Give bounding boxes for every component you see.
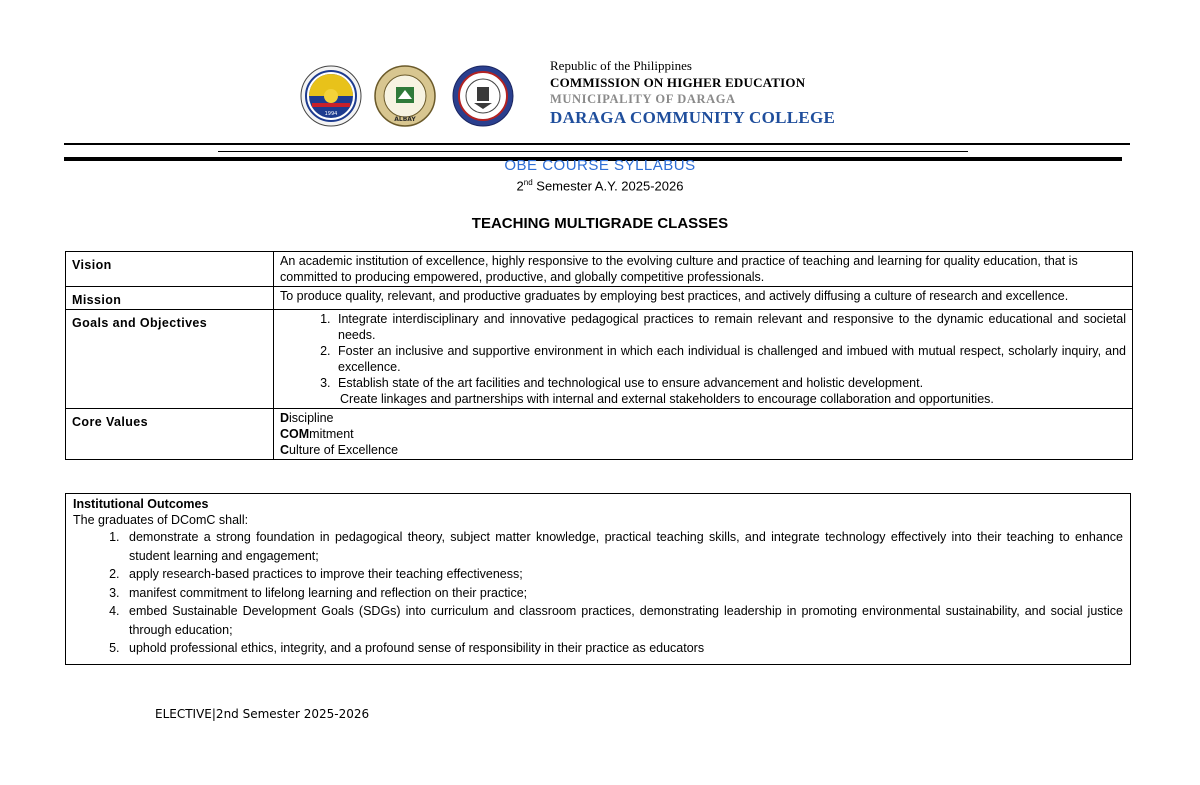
- municipality-daraga-seal-icon: [374, 65, 436, 127]
- core-values-row: [66, 409, 1133, 460]
- vision-label: Vision: [66, 252, 274, 287]
- core-value-initial: COM: [280, 427, 310, 441]
- mission-text: To produce quality, relevant, and productive graduates by employing best practices, and actively diffusing a culture of research and excellence.: [274, 287, 1133, 310]
- goals-list: [280, 311, 1126, 391]
- core-value-rest: ulture of Excellence: [289, 443, 399, 457]
- outcome-item: 3. manifest commitment to lifelong learning and reflection on their practice;: [123, 584, 1123, 603]
- header-rule-top: [64, 143, 1130, 145]
- core-value-initial: C: [280, 443, 290, 457]
- vision-text: An academic institution of excellence, highly responsive to the evolving culture and practice of teaching and learning for quality education, that is committed to producing empowered, productive, and globally competitive professionals.: [274, 252, 1133, 287]
- course-title: TEACHING MULTIGRADE CLASSES: [471, 215, 729, 232]
- ched-seal-icon: [300, 65, 362, 127]
- mission-row: [66, 287, 1133, 310]
- outcomes-lead: The graduates of DComC shall:: [73, 513, 249, 527]
- outcome-item: 5. uphold professional ethics, integrity, and a profound sense of responsibility in their practice as educators: [123, 639, 1123, 658]
- ched-seal-caption: 1994: [324, 111, 338, 117]
- municipality-seal-caption: ALBAY: [394, 116, 416, 123]
- goals-label: Goals and Objectives: [66, 310, 274, 409]
- goal-item: 3. Establish state of the art facilities and technological use to ensure advancement and holistic development.: [334, 375, 1126, 391]
- outcome-item: 1. demonstrate a strong foundation in pedagogical theory, subject matter knowledge, practical teaching skills, and integrate technology effectively into their teaching to enhance student learning and engagement;: [123, 528, 1123, 565]
- mission-label: Mission: [66, 287, 274, 310]
- institution-header: [550, 58, 835, 129]
- core-value-rest: iscipline: [289, 411, 334, 425]
- dcc-seal-icon: [452, 65, 514, 127]
- outcome-item: 2. apply research-based practices to improve their teaching effectiveness;: [123, 565, 1123, 584]
- semester-ordinal: 2: [516, 178, 524, 194]
- goals-cell: [274, 310, 1133, 409]
- college-name: DARAGA COMMUNITY COLLEGE: [550, 108, 836, 127]
- vision-row: [66, 252, 1133, 287]
- outcomes-list: [73, 528, 1123, 658]
- core-values-cell: [274, 409, 1133, 460]
- goals-row: [66, 310, 1133, 409]
- semester-rest: Semester A.Y. 2025-2026: [532, 178, 684, 194]
- page-footer: ELECTIVE|2nd Semester 2025-2026: [155, 707, 370, 721]
- outcome-item: 4. embed Sustainable Development Goals (SDGs) into curriculum and classroom practices, demonstrating leadership in promoting environmental sustainability, and social justice through education;: [123, 602, 1123, 639]
- goal-item: 1. Integrate interdisciplinary and innovative pedagogical practices to remain relevant and responsive to the dynamic educational and societal needs.: [334, 311, 1126, 343]
- core-values-label: Core Values: [66, 409, 274, 460]
- republic-line: Republic of the Philippines: [550, 58, 692, 73]
- institutional-outcomes-box: [65, 493, 1131, 665]
- semester-suffix: nd: [523, 178, 533, 187]
- core-value-rest: mitment: [309, 427, 354, 441]
- vmgo-table: [65, 251, 1133, 460]
- header-rule-middle: [218, 151, 968, 152]
- outcomes-title: Institutional Outcomes: [73, 497, 209, 511]
- core-value-initial: D: [280, 411, 290, 425]
- syllabus-title: OBE COURSE SYLLABUS: [504, 157, 696, 174]
- commission-line: COMMISSION ON HIGHER EDUCATION: [550, 75, 806, 90]
- core-value: [280, 426, 1126, 442]
- core-value: [280, 410, 1126, 426]
- municipality-line: MUNICIPALITY OF DARAGA: [550, 92, 736, 106]
- goal-item: 2. Foster an inclusive and supportive environment in which each individual is challenged and imbued with mutual respect, scholarly inquiry, and excellence.: [334, 343, 1126, 375]
- core-value: [280, 442, 1126, 458]
- goal-extra-line: Create linkages and partnerships with internal and external stakeholders to encourage collaboration and opportunities.: [340, 392, 994, 406]
- semester-line: [0, 178, 1200, 193]
